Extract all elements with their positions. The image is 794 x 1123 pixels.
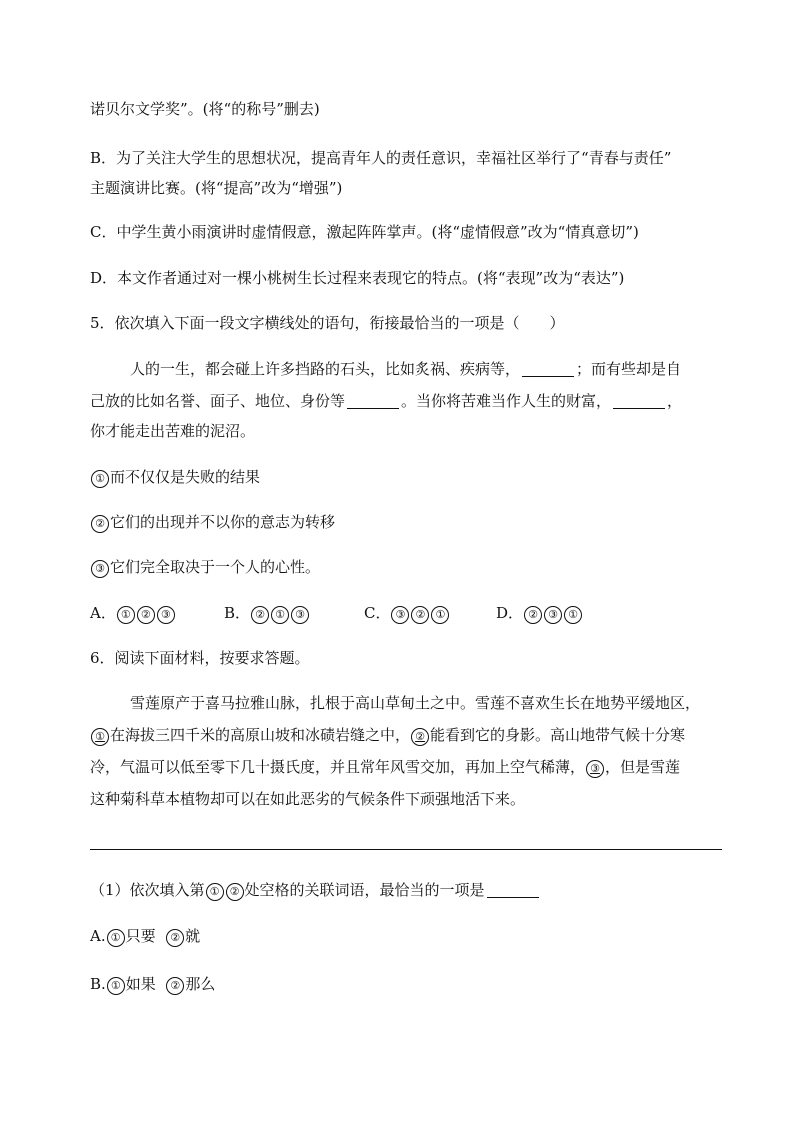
option-label: D． <box>496 604 524 622</box>
q5-sentence-3 <box>90 557 320 578</box>
blank-marker: ③ <box>586 760 604 778</box>
q4-option-d: D．本文作者通过对一棵小桃树生长过程来表现它的特点。(将“表现”改为“表达”) <box>90 269 625 287</box>
circled-number: ② <box>524 606 542 624</box>
q6-passage-text: 冷，气温可以低至零下几十摄氏度，并且常年风雪交加，再加上空气稀薄， <box>90 758 586 776</box>
option-label: B． <box>224 604 251 622</box>
sentence-text: 而不仅仅是失败的结果 <box>110 468 261 486</box>
q6-passage-line3 <box>90 757 680 778</box>
circled-number: ① <box>117 606 135 624</box>
fill-blank <box>522 362 574 377</box>
option-word: 只要 <box>125 927 156 945</box>
q5-passage-text: ， <box>667 392 683 410</box>
subquestion-text: （1）依次填入第 <box>90 881 205 899</box>
option-word: 如果 <box>125 975 156 993</box>
fill-blank <box>487 883 539 898</box>
circled-number: ③ <box>91 560 109 578</box>
q6-option-b <box>90 974 215 995</box>
q5-option-d <box>496 603 583 624</box>
circled-number: ② <box>137 606 155 624</box>
circled-number: ③ <box>544 606 562 624</box>
circled-number: ① <box>564 606 582 624</box>
option-label: A. <box>90 927 106 945</box>
option-word: 那么 <box>185 975 216 993</box>
q6-passage-text: 在海拔三四千米的高原山坡和冰碛岩缝之中， <box>110 726 411 744</box>
q5-sentence-2 <box>90 512 335 533</box>
q6-passage-text: ，但是雪莲 <box>605 758 681 776</box>
circled-number: ② <box>166 977 184 995</box>
q6-passage-line2 <box>90 725 685 746</box>
circled-number: ② <box>91 515 109 533</box>
circled-number: ② <box>226 883 244 901</box>
option-label: C． <box>364 604 391 622</box>
sentence-text: 它们的出现并不以你的意志为转移 <box>110 513 336 531</box>
blank-marker: ② <box>411 728 429 746</box>
q5-passage-text: 己放的比如名誉、面子、地位、身份等 <box>90 392 346 410</box>
fill-blank <box>347 394 399 409</box>
q6-passage-text: 能看到它的身影。高山地带气候十分寒 <box>430 726 686 744</box>
option-label: B. <box>90 975 106 993</box>
q6-subquestion-1 <box>90 880 541 901</box>
option-word: 就 <box>185 927 201 945</box>
q5-option-b <box>224 603 310 624</box>
q5-passage-text: ；而有些却是自 <box>576 360 682 378</box>
q5-option-a <box>90 603 176 624</box>
subquestion-text: 处空格的关联词语，最恰当的一项是 <box>244 881 485 899</box>
q6-option-a <box>90 926 200 947</box>
q5-passage-text: 。当你将苦难当作人生的财富， <box>401 392 612 410</box>
circled-number: ① <box>271 606 289 624</box>
circled-number: ③ <box>157 606 175 624</box>
q5-passage-line3: 你才能走出苦难的泥沼。 <box>90 422 256 440</box>
q5-passage-line1 <box>130 359 681 379</box>
circled-number: ③ <box>291 606 309 624</box>
q6-stem: 6．阅读下面材料，按要求答题。 <box>90 649 310 667</box>
q5-sentence-1 <box>90 467 260 488</box>
q5-stem: 5．依次填入下面一段文字横线处的语句，衔接最恰当的一项是（ ） <box>90 314 565 332</box>
q4-option-b-line2: 主题演讲比赛。(将“提高”改为“增强”) <box>90 179 343 197</box>
q6-passage-line1: 雪莲原产于喜马拉雅山脉，扎根于高山草甸土之中。雪莲不喜欢生长在地势平缓地区， <box>130 694 701 712</box>
option-label: A． <box>90 604 116 622</box>
q5-option-c <box>364 603 450 624</box>
horizontal-rule <box>90 849 722 850</box>
q4-option-c: C．中学生黄小雨演讲时虚情假意，激起阵阵掌声。(将“虚情假意”改为“情真意切”) <box>90 223 639 241</box>
circled-number: ② <box>166 929 184 947</box>
circled-number: ① <box>107 929 125 947</box>
q4-option-a-tail: 诺贝尔文学奖”。(将“的称号”删去) <box>90 100 320 118</box>
q6-passage-line4: 这种菊科草本植物却可以在如此恶劣的气候条件下顽强地活下来。 <box>90 790 526 808</box>
circled-number: ① <box>91 470 109 488</box>
q5-passage-line2 <box>90 391 682 411</box>
circled-number: ① <box>206 883 224 901</box>
q5-passage-text: 人的一生，都会碰上许多挡路的石头，比如炙祸、疾病等， <box>130 360 521 378</box>
circled-number: ③ <box>391 606 409 624</box>
circled-number: ② <box>411 606 429 624</box>
fill-blank <box>613 394 665 409</box>
q4-option-b-line1: B．为了关注大学生的思想状况，提高青年人的责任意识，幸福社区举行了“青春与责任” <box>90 149 672 167</box>
blank-marker: ① <box>91 728 109 746</box>
circled-number: ① <box>107 977 125 995</box>
circled-number: ① <box>431 606 449 624</box>
sentence-text: 它们完全取决于一个人的心性。 <box>110 558 321 576</box>
circled-number: ② <box>251 606 269 624</box>
